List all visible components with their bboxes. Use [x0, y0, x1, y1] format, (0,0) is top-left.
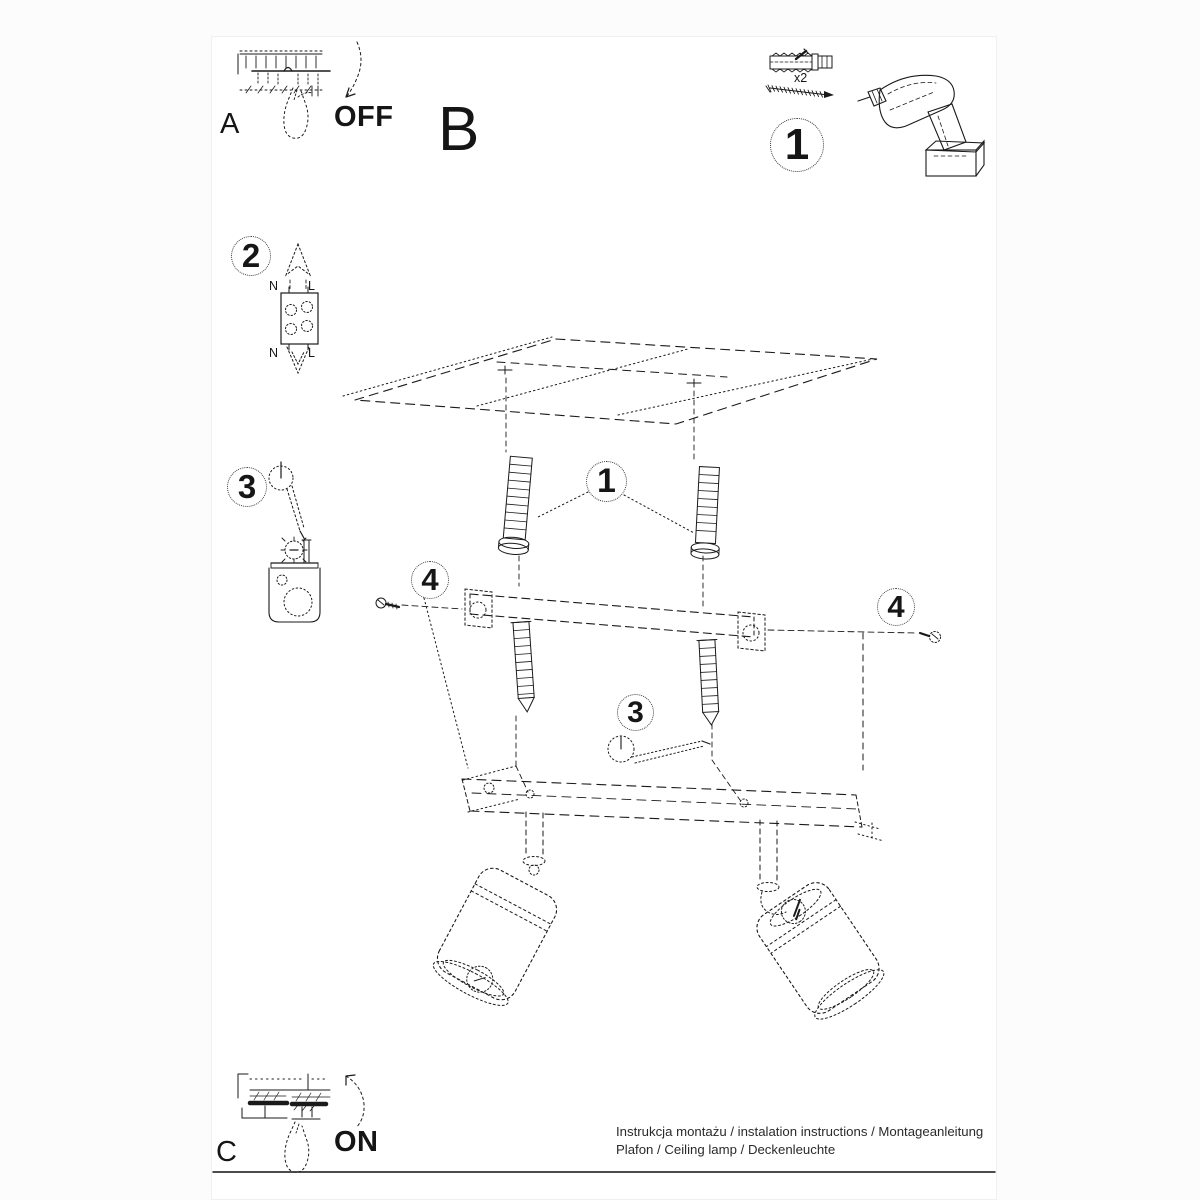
terminal-l-bottom-label: L	[308, 346, 315, 360]
hand-icon-on	[285, 1122, 309, 1172]
spotlight-left-drawing	[428, 863, 563, 1014]
screw-head-icon	[281, 537, 307, 563]
terminal-n-bottom-label: N	[269, 346, 279, 360]
hand-icon	[284, 88, 312, 138]
callout-screw-right-badge: 4	[877, 588, 915, 626]
terminal-l-top-label: L	[308, 279, 315, 293]
wall-plug-icon	[770, 49, 832, 72]
quantity-label: x2	[794, 71, 808, 85]
stem-left-drawing	[523, 812, 545, 875]
wall-plug-left-drawing	[498, 456, 536, 556]
terminal-n-top-label: N	[269, 279, 279, 293]
mounting-bar-drawing	[465, 589, 765, 651]
terminal-block-icon	[281, 287, 318, 350]
mount-screw-right-drawing	[697, 640, 721, 726]
callout-canopy-screw-badge: 3	[617, 694, 654, 731]
footer-line-2: Plafon / Ceiling lamp / Deckenleuchte	[616, 1142, 836, 1157]
center-lines	[516, 556, 740, 800]
screw-icon	[766, 85, 834, 98]
up-arrow-icon	[286, 244, 310, 291]
breaker-panel-on-icon	[238, 1074, 330, 1119]
ceiling-diagram	[343, 337, 877, 462]
footer-line-1: Instrukcja montażu / instalation instructions / Montageanleitung	[616, 1124, 984, 1139]
stem-right-drawing	[757, 820, 786, 915]
callout-plugs-badge: 1	[586, 461, 627, 502]
step-2-badge: 2	[231, 236, 271, 276]
canopy-drawing	[462, 766, 884, 841]
spotlight-right-drawing	[751, 876, 891, 1027]
down-arrow-icon	[287, 347, 309, 373]
callout-4-left-leader	[424, 598, 468, 768]
step-3-badge: 3	[227, 467, 267, 507]
breaker-panel-off-icon	[238, 51, 330, 96]
callout-screw-left-badge: 4	[411, 561, 449, 599]
wall-plug-right-drawing	[691, 466, 724, 559]
section-b-label: B	[438, 95, 480, 164]
flip-down-arrow-icon	[346, 42, 361, 97]
side-screw-right-icon	[768, 630, 941, 643]
mounting-bracket-icon	[269, 540, 320, 622]
mount-screw-left-drawing	[511, 621, 537, 712]
section-a-label: A	[220, 108, 240, 140]
flip-up-arrow-icon	[346, 1075, 364, 1128]
canopy-screwdriver-icon	[608, 736, 710, 763]
screwdriver-icon	[269, 462, 305, 540]
section-c-label: C	[216, 1136, 237, 1168]
on-label: ON	[334, 1126, 379, 1158]
off-label: OFF	[334, 101, 394, 133]
step-1-badge: 1	[770, 118, 824, 172]
side-screw-left-icon	[376, 598, 462, 609]
drill-icon	[858, 75, 984, 176]
